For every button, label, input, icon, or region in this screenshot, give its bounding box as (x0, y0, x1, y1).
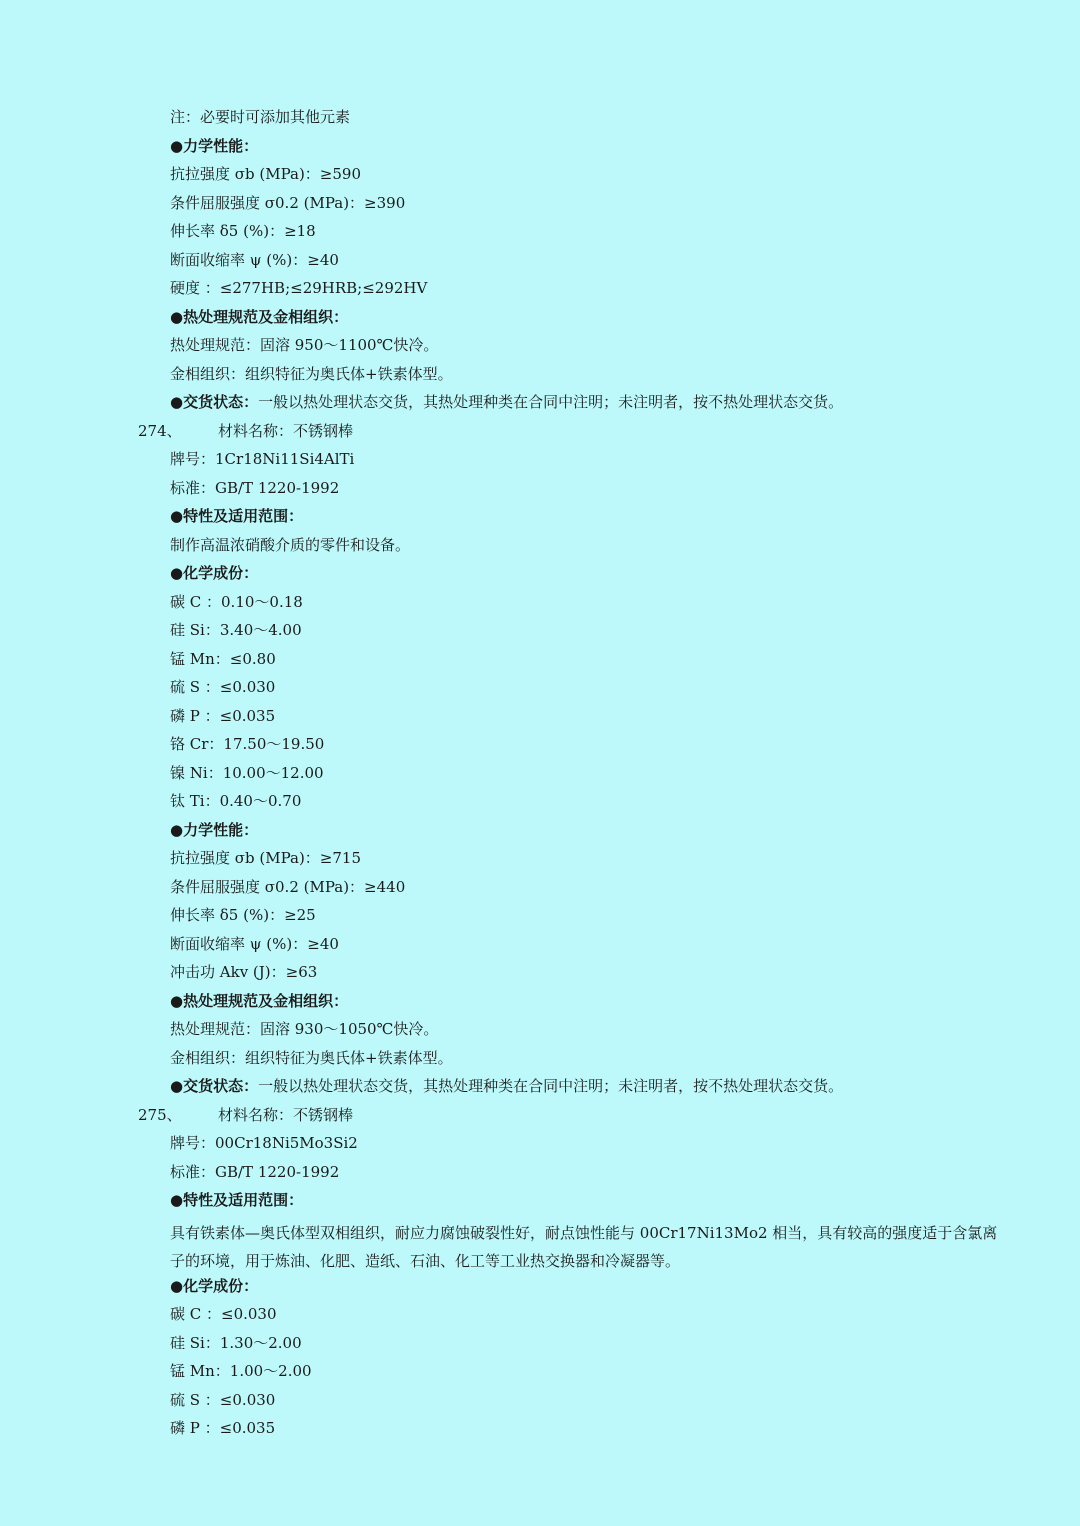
spec-line: 断面收缩率 ψ (%)：≥40 (170, 934, 339, 953)
spec-line: 抗拉强度 σb (MPa)：≥590 (170, 165, 362, 183)
delivery-status-text: 一般以热处理状态交货，其热处理种类在合同中注明；未注明者，按不热处理状态交货。 (258, 393, 844, 411)
spec-line: 金相组织：组织特征为奥氏体+铁素体型。 (170, 364, 453, 383)
spec-line: 硫 S ：≤0.030 (170, 678, 276, 696)
spec-line: 标准：GB/T 1220-1992 (170, 1162, 340, 1181)
section-heading: ●力学性能： (170, 820, 259, 839)
section-heading: ●热处理规范及金相组织： (170, 991, 349, 1010)
spec-line: 牌号：1Cr18Ni11Si4AlTi (170, 450, 355, 468)
spec-line: 伸长率 δ5 (%)：≥25 (170, 906, 316, 924)
spec-line: 硫 S ：≤0.030 (170, 1390, 276, 1409)
delivery-status-line (170, 392, 843, 412)
material-name: 材料名称：不锈钢棒 (218, 421, 354, 440)
spec-line: 制作高温浓硝酸介质的零件和设备。 (170, 535, 411, 554)
section-heading: ●特性及适用范围： (170, 1191, 304, 1209)
spec-line: 抗拉强度 σb (MPa)：≥715 (170, 849, 362, 867)
spec-line: 锰 Mn：1.00～2.00 (170, 1362, 312, 1380)
delivery-status-text: 一般以热处理状态交货，其热处理种类在合同中注明；未注明者，按不热处理状态交货。 (258, 1077, 844, 1095)
spec-line: 磷 P ：≤0.035 (170, 1419, 276, 1437)
spec-line: 锰 Mn：≤0.80 (170, 649, 276, 668)
spec-line: 条件屈服强度 σ0.2 (MPa)：≥390 (170, 193, 406, 212)
spec-line: 磷 P ：≤0.035 (170, 706, 276, 725)
material-name: 材料名称：不锈钢棒 (218, 1105, 354, 1124)
spec-line: 钛 Ti：0.40～0.70 (170, 792, 302, 810)
paragraph-text: 具有铁素体—奥氏体型双相组织，耐应力腐蚀破裂性好，耐点蚀性能与 00Cr17Ni13Mo2 相当，具有较高的强度适于含氯离子的环境，用于炼油、化肥、造纸、石油、化工等工业热交换器和冷凝器等。 (170, 1223, 998, 1270)
spec-line: 热处理规范：固溶 930～1050℃快冷。 (170, 1020, 439, 1038)
spec-line: 冲击功 Akv (J)：≥63 (170, 963, 318, 981)
spec-line: 碳 C ：≤0.030 (170, 1305, 277, 1323)
section-heading: ●特性及适用范围： (170, 507, 304, 525)
spec-line: 条件屈服强度 σ0.2 (MPa)：≥440 (170, 877, 406, 896)
spec-line: 标准：GB/T 1220-1992 (170, 478, 340, 497)
item-number: 274、 (138, 421, 182, 440)
section-heading: ●化学成份： (170, 564, 259, 582)
delivery-status-label: ●交货状态： (170, 393, 259, 411)
item-number: 275、 (138, 1105, 182, 1124)
spec-line: 硅 Si：1.30～2.00 (170, 1333, 302, 1352)
section-heading: ●力学性能： (170, 136, 259, 155)
spec-line: 镍 Ni：10.00～12.00 (170, 763, 324, 782)
spec-line: 牌号：00Cr18Ni5Mo3Si2 (170, 1134, 358, 1152)
spec-line: 伸长率 δ5 (%)：≥18 (170, 222, 316, 240)
spec-line: 金相组织：组织特征为奥氏体+铁素体型。 (170, 1048, 453, 1067)
spec-line: 注：必要时可添加其他元素 (170, 108, 351, 126)
spec-line: 铬 Cr：17.50～19.50 (170, 735, 325, 753)
spec-line: 硅 Si：3.40～4.00 (170, 621, 302, 639)
delivery-status-label: ●交货状态： (170, 1077, 259, 1095)
spec-line: 碳 C ：0.10～0.18 (170, 592, 303, 611)
section-heading: ●化学成份： (170, 1276, 259, 1295)
spec-line: 断面收缩率 ψ (%)：≥40 (170, 250, 339, 269)
section-heading: ●热处理规范及金相组织： (170, 307, 349, 326)
spec-line: 硬度 ：≤277HB;≤29HRB;≤292HV (170, 279, 428, 297)
delivery-status-line (170, 1076, 843, 1096)
spec-line: 热处理规范：固溶 950～1100℃快冷。 (170, 336, 439, 354)
